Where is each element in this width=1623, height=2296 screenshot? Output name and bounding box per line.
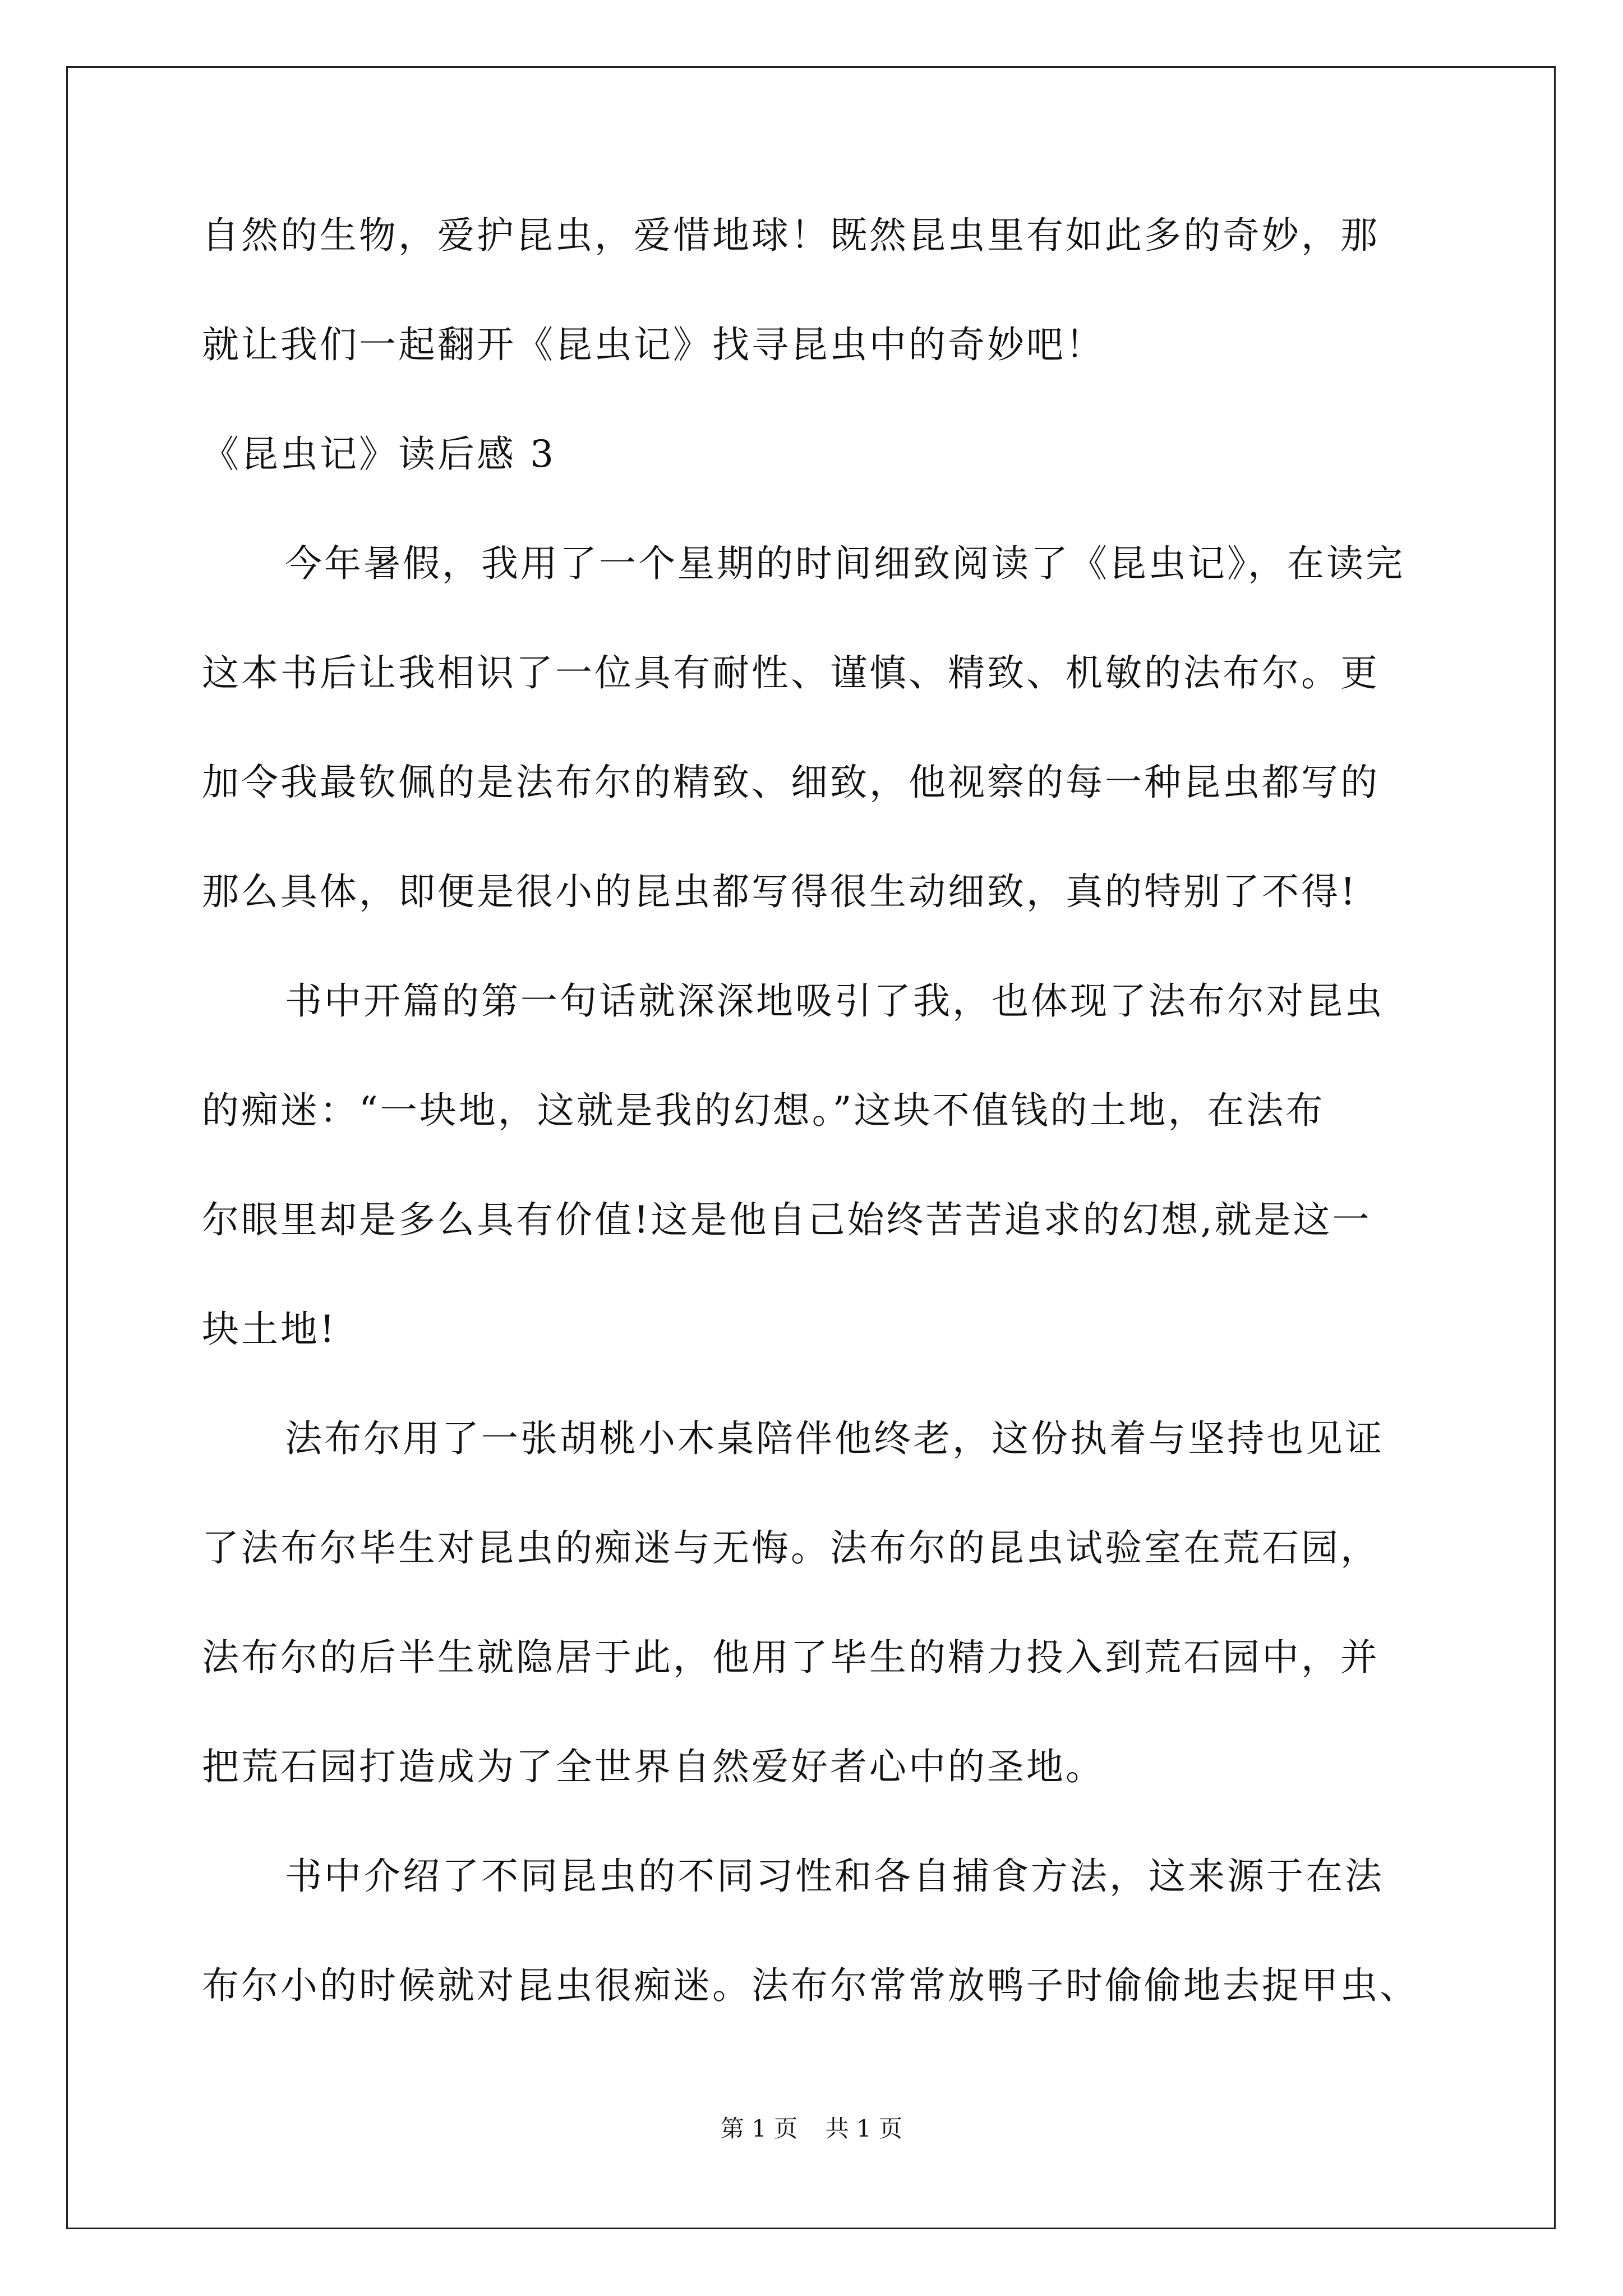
paragraph-line: 法布尔用了一张胡桃小木桌陪伴他终老，这份执着与坚持也见证	[285, 1417, 1384, 1460]
paragraph-line: 书中介绍了不同昆虫的不同习性和各自捕食方法，这来源于在法	[285, 1855, 1384, 1898]
paragraph-line: 布尔小的时候就对昆虫很痴迷。法布尔常常放鸭子时偷偷地去捉甲虫、	[202, 1964, 1419, 2007]
document-body	[202, 213, 1424, 2008]
paragraph-line: 把荒石园打造成为了全世界自然爱好者心中的圣地。	[202, 1745, 1105, 1788]
page-footer	[0, 2115, 1623, 2143]
paragraph-line: 的痴迷：“一块地，这就是我的幻想。”这块不值钱的土地，在法布	[202, 1089, 1325, 1132]
page-total: 共 1 页	[825, 2115, 903, 2142]
paragraph-line: 书中开篇的第一句话就深深地吸引了我，也体现了法布尔对昆虫	[285, 979, 1384, 1023]
paragraph-line: 这本书后让我相识了一位具有耐性、谨慎、精致、机敏的法布尔。更	[202, 651, 1380, 694]
page-number: 第 1 页	[720, 2115, 798, 2142]
paragraph-line: 加令我最钦佩的是法布尔的精致、细致，他视察的每一种昆虫都写的	[202, 761, 1380, 804]
paragraph-line: 那么具体，即便是很小的昆虫都写得很生动细致，真的特别了不得!	[202, 870, 1358, 913]
paragraph-line: 了法布尔毕生对昆虫的痴迷与无悔。法布尔的昆虫试验室在荒石园，	[202, 1526, 1380, 1570]
section-heading: 《昆虫记》读后感 3	[202, 432, 556, 476]
paragraph-line: 块土地!	[202, 1308, 337, 1351]
paragraph-line: 今年暑假，我用了一个星期的时间细致阅读了《昆虫记》，在读完	[285, 542, 1405, 585]
paragraph-line: 就让我们一起翻开《昆虫记》找寻昆虫中的奇妙吧！	[202, 323, 1105, 366]
paragraph-line: 尔眼里却是多么具有价值!这是他自己始终苦苦追求的幻想,就是这一	[202, 1198, 1372, 1241]
paragraph-line: 自然的生物，爱护昆虫，爱惜地球！既然昆虫里有如此多的奇妙，那	[202, 214, 1380, 257]
paragraph-line: 法布尔的后半生就隐居于此，他用了毕生的精力投入到荒石园中，并	[202, 1636, 1380, 1679]
